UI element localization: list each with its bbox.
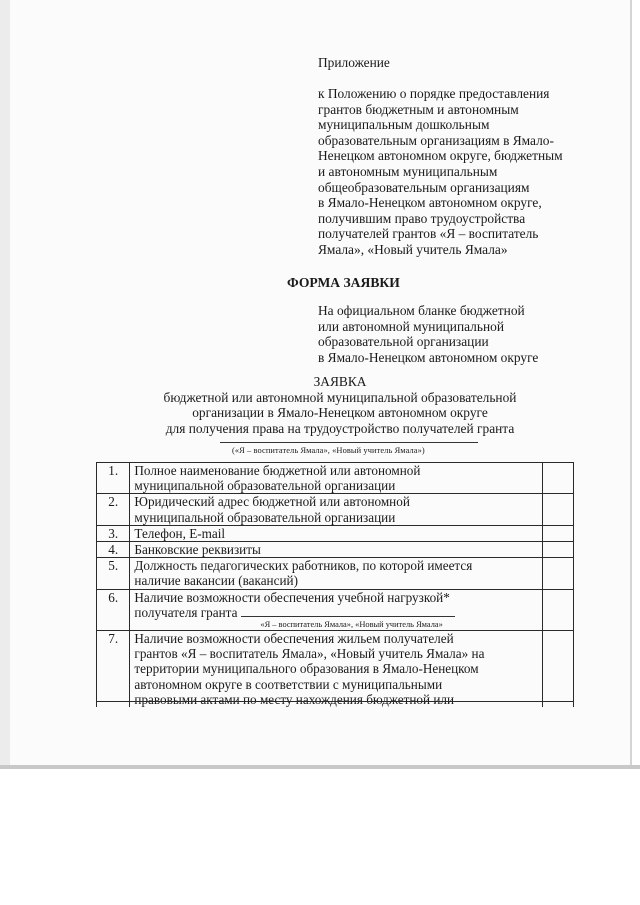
blank-note-line: или автономной муниципальной	[318, 318, 504, 334]
zayavka-heading	[0, 374, 640, 436]
table-row	[97, 558, 574, 589]
row-label	[130, 589, 542, 630]
row-label-line	[134, 605, 537, 620]
zayavka-subtitle-line: организации в Ямало-Ненецком автономном округе	[192, 405, 488, 421]
row-label-line: автономном округе в соответствии с муниципальными	[134, 676, 443, 692]
table-row	[97, 525, 574, 541]
row-number: 2.	[97, 494, 130, 525]
blank-note-line: На официальном бланке бюджетной	[318, 303, 525, 318]
row-value-cell[interactable]	[542, 463, 573, 494]
row-number: 7.	[97, 631, 130, 708]
zayavka-subtitle-line: бюджетной или автономной муниципальной образовательной	[163, 389, 517, 405]
row-label	[130, 525, 542, 541]
row-label-line: Телефон, E-mail	[134, 525, 226, 541]
zayavka-subtitle-line: для получения права на трудоустройство получателей гранта	[165, 420, 515, 436]
grant-name-blank[interactable]	[241, 605, 455, 617]
row-label	[130, 463, 542, 494]
row-value-cell[interactable]	[542, 494, 573, 525]
appendix-line: общеобразовательным организациям	[318, 179, 530, 195]
row-label	[130, 558, 542, 589]
page-bottom-edge	[0, 765, 640, 769]
zayavka-title: ЗАЯВКА	[313, 374, 367, 389]
row-value-cell[interactable]	[542, 542, 573, 558]
appendix-line: в Ямало-Ненецком автономном округе,	[318, 195, 542, 211]
appendix-line: к Положению о порядке предоставления	[318, 86, 550, 101]
table-row	[97, 494, 574, 525]
appendix-text	[318, 86, 618, 258]
row-label-line: Юридический адрес бюджетной или автономной	[134, 494, 410, 510]
grant-name-underline	[220, 442, 478, 443]
grant-name-caption: «Я – воспитатель Ямала», «Новый учитель Ямала»	[260, 620, 443, 630]
application-table	[96, 462, 574, 707]
appendix-line: получившим право трудоустройства	[318, 210, 526, 226]
row-label	[130, 542, 542, 558]
blank-note-line: образовательной организации	[318, 334, 489, 350]
blank-note	[318, 303, 618, 365]
grant-name-caption: («Я – воспитатель Ямала», «Новый учитель Ямала»)	[232, 446, 425, 455]
appendix-line: Ямала», «Новый учитель Ямала»	[318, 241, 508, 257]
row-label-text: получателя гранта	[134, 604, 238, 620]
appendix-line: и автономным муниципальным	[318, 163, 498, 179]
appendix-line: образовательным организациям в Ямало-	[318, 132, 554, 148]
row-label-line: Должность педагогических работников, по которой имеется	[134, 558, 473, 574]
row-value-cell[interactable]	[542, 558, 573, 589]
row-label-line: Наличие возможности обеспечения учебной нагрузкой*	[134, 589, 450, 605]
row-value-cell[interactable]	[542, 525, 573, 541]
row-label	[130, 494, 542, 525]
row-label-line: муниципальной образовательной организации	[134, 478, 396, 494]
row-label-line: Банковские реквизиты	[134, 542, 261, 558]
row-label-line: муниципальной образовательной организации	[134, 509, 396, 525]
appendix-title: Приложение	[318, 55, 390, 70]
row-label-line: территории муниципального образования в Ямало-Ненецком	[134, 661, 479, 677]
table-row	[97, 542, 574, 558]
blank-note-line: в Ямало-Ненецком автономном округе	[318, 349, 539, 365]
row-number: 4.	[97, 542, 130, 558]
row-label-line: Наличие возможности обеспечения жильем получателей	[134, 631, 454, 647]
row-label-line: Полное наименование бюджетной или автономной	[134, 463, 421, 478]
row-number: 6.	[97, 589, 130, 630]
row-label	[130, 631, 542, 708]
row-label-line: грантов «Я – воспитатель Ямала», «Новый учитель Ямала» на	[134, 646, 485, 662]
appendix-line: получателей грантов «Я – воспитатель	[318, 226, 539, 242]
row-value-cell[interactable]	[542, 589, 573, 630]
row-number: 3.	[97, 525, 130, 541]
appendix-line: Ненецком автономном округе, бюджетным	[318, 148, 563, 164]
appendix-line: грантов бюджетным и автономным	[318, 101, 519, 117]
row-label-line: наличие вакансии (вакансий)	[134, 573, 298, 589]
row-label-line: правовыми актами по месту нахождения бюджетной или	[134, 691, 455, 707]
table-row	[97, 463, 574, 494]
row-number: 1.	[97, 463, 130, 494]
appendix-line: муниципальным дошкольным	[318, 117, 490, 133]
table-bottom-border	[96, 701, 574, 702]
table-row	[97, 631, 574, 708]
form-heading: ФОРМА ЗАЯВКИ	[287, 275, 400, 290]
row-value-cell[interactable]	[542, 631, 573, 708]
table-row	[97, 589, 574, 630]
row-number: 5.	[97, 558, 130, 589]
